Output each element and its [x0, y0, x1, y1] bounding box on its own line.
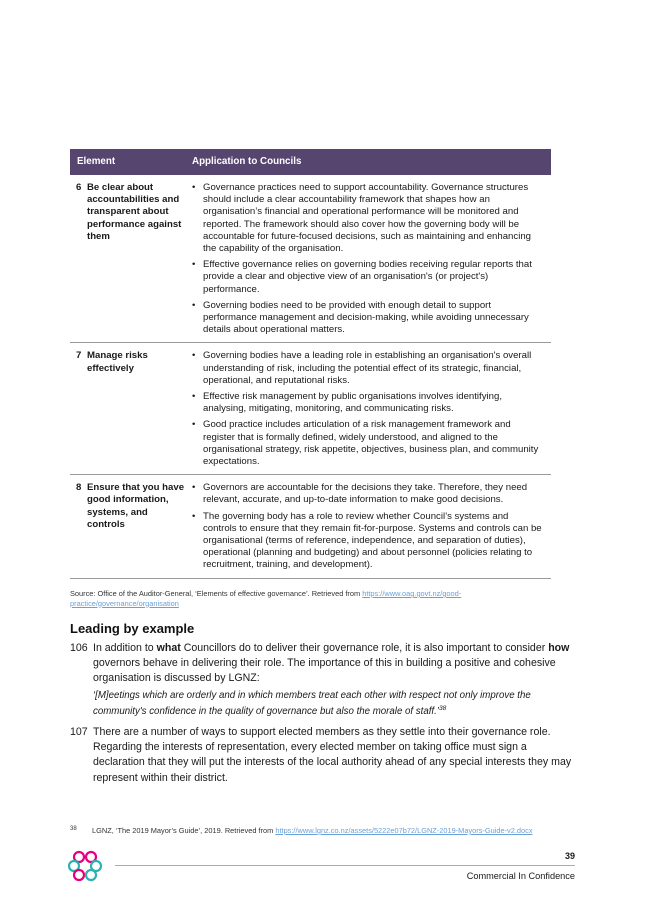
element-title: Ensure that you have good information, systems, and controls	[87, 482, 185, 530]
lgnz-quote	[93, 689, 573, 718]
source-link[interactable]: https://www.oag.govt.nz/good-practice/governance/organisation	[70, 589, 462, 608]
table-header-row	[70, 149, 551, 175]
footnote-number: 38	[70, 826, 77, 832]
footnote-link[interactable]: https://www.lgnz.co.nz/assets/5222e07b72/LGNZ-2019-Mayors-Guide-v2.docx	[275, 826, 533, 835]
source-text: Source: Office of the Auditor-General, ‘Elements of effective governance’. Retrieved from	[70, 589, 363, 598]
point-text: Effective governance relies on governing bodies receiving regular reports that provide a clear and objective view of an organisation's (or project's) performance.	[203, 259, 532, 295]
point-text: Governing bodies have a leading role in establishing an organisation's overall understanding of risk, including the potential effect of its strategic, financial, operational, and reputational risks.	[203, 350, 532, 386]
list-item	[189, 482, 543, 506]
element-number: 6	[76, 182, 82, 193]
element-number: 7	[76, 350, 82, 362]
emphasis-how: how	[548, 642, 570, 654]
element-cell	[70, 343, 189, 475]
paragraph-106	[70, 641, 580, 687]
bullet-icon: •	[192, 182, 196, 193]
table-row	[70, 343, 551, 475]
list-item	[189, 300, 543, 337]
bullet-icon: •	[192, 482, 196, 494]
bullet-list	[189, 482, 543, 571]
point-text: Governance practices need to support accountability. Governance structures should include a clear accountability framework that shapes how an organisation’s financial and operational performance will be monitored and reported. The framework should also cover how the governing body will be accountable for future-focused decisions, such as maintaining and enhancing the capability of the organisation.	[203, 182, 531, 255]
point-text: Effective risk management by public organisations involves identifying, analysing, mitigating, monitoring, and communicating risks.	[203, 391, 502, 415]
classification-label: Commercial In Confidence	[466, 871, 575, 881]
application-cell	[189, 475, 551, 578]
paragraph-text	[93, 641, 580, 687]
bullet-icon: •	[192, 391, 196, 403]
paragraph-number: 106	[70, 642, 88, 654]
section-heading: Leading by example	[70, 621, 195, 636]
footnote-text: LGNZ, ‘The 2019 Mayor’s Guide’, 2019. Retrieved from	[92, 826, 276, 835]
point-text: Governing bodies need to be provided with enough detail to support performance management and decision-making, while avoiding unnecessary details about operational matters.	[203, 299, 529, 336]
list-item	[189, 419, 543, 468]
council-logo-icon	[67, 850, 103, 882]
footer-divider	[115, 865, 575, 866]
footnote	[70, 826, 590, 836]
table-row	[70, 175, 551, 343]
element-cell	[70, 475, 189, 578]
element-number: 8	[76, 482, 82, 494]
list-item	[189, 259, 543, 296]
text-run: In addition to	[93, 642, 157, 654]
bullet-icon: •	[192, 259, 196, 271]
point-text: The governing body has a role to review whether Council’s systems and controls to ensure that they remain fit-for-purpose. Systems and controls can be organisational (terms of reference, independence, and separation of duties), operational (planning and budgeting) and about personnel (policies relating to recruitment, training, and development).	[203, 510, 542, 571]
application-cell	[189, 343, 551, 475]
text-run: governors behave in delivering their role. The importance of this in building a positive and cohesive organisation is discussed by LGNZ:	[93, 657, 556, 685]
table-row	[70, 475, 551, 578]
bullet-icon: •	[192, 299, 196, 311]
header-element: Element	[70, 149, 189, 175]
footnote-ref[interactable]: 38	[438, 705, 447, 712]
page-number: 39	[564, 851, 575, 861]
bullet-icon: •	[192, 419, 196, 431]
list-item	[189, 391, 543, 415]
footnote-body	[92, 826, 590, 836]
header-application: Application to Councils	[189, 149, 551, 175]
governance-elements-table	[70, 149, 551, 579]
paragraph-text: There are a number of ways to support elected members as they settle into their governance role. Regarding the interests of representation, every elected member on taking office must sign a declaration that they will put the interests of the local authority ahead of any special interests they may represent within their district.	[93, 726, 572, 784]
bullet-list	[189, 182, 543, 336]
point-text: Governors are accountable for the decisions they take. Therefore, they need relevant, accurate, and up-to-date information to make good decisions.	[203, 482, 528, 506]
list-item	[189, 182, 543, 255]
emphasis-what: what	[156, 642, 181, 654]
element-title: Manage risks effectively	[87, 350, 148, 374]
point-text: Good practice includes articulation of a risk management framework and register that is formally defined, widely understood, and aligned to the organisational strategy, risk appetite, objectives, business plan, and community expectations.	[203, 419, 539, 468]
application-cell	[189, 175, 551, 343]
bullet-icon: •	[192, 510, 196, 522]
list-item	[189, 350, 543, 387]
text-run: Councillors do to deliver their governance role, it is also important to consider	[180, 642, 549, 654]
bullet-list	[189, 350, 543, 468]
bullet-icon: •	[192, 350, 196, 362]
list-item	[189, 511, 543, 572]
table-source-note	[70, 589, 510, 608]
paragraph-107	[70, 725, 580, 786]
paragraph-number: 107	[70, 726, 88, 738]
element-title: Be clear about accountabilities and transparent about performance against them	[87, 182, 182, 242]
quote-text: ‘[M]eetings which are orderly and in which members treat each other with respect not only improve the community's confidence in the quality of governance but also the morale of staff.’	[93, 690, 531, 718]
element-cell	[70, 175, 189, 343]
